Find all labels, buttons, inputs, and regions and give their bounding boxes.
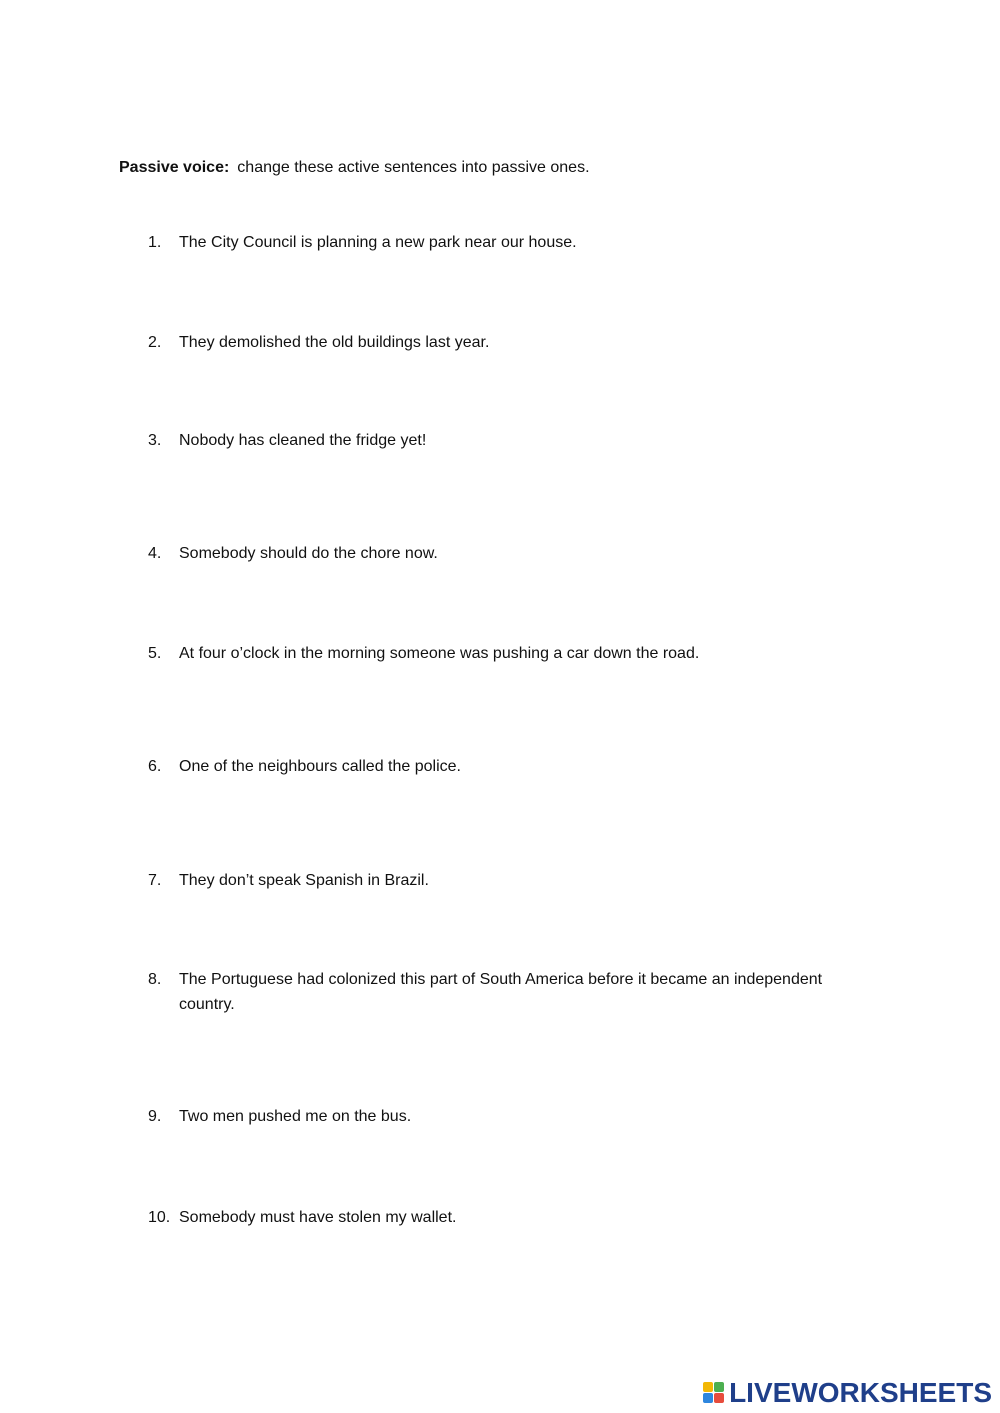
logo-square — [703, 1382, 713, 1392]
item-sentence: Somebody must have stolen my wallet. — [179, 1209, 457, 1226]
list-item — [148, 967, 868, 1017]
list-item — [148, 1104, 868, 1129]
list-item — [148, 230, 868, 255]
item-number: 7. — [148, 872, 162, 889]
item-sentence: They demolished the old buildings last year. — [179, 334, 490, 351]
item-sentence: The City Council is planning a new park near our house. — [179, 234, 577, 251]
logo-text: LIVEWORKSHEETS — [729, 1377, 992, 1408]
item-sentence: Somebody should do the chore now. — [179, 545, 438, 562]
list-item — [148, 641, 868, 666]
list-item — [148, 1205, 868, 1230]
instruction-label: Passive voice: — [119, 159, 230, 176]
liveworksheets-logo-icon — [703, 1382, 725, 1404]
instruction-line — [119, 157, 590, 179]
item-sentence: Nobody has cleaned the fridge yet! — [179, 432, 427, 449]
logo-square — [703, 1393, 713, 1403]
item-number: 8. — [148, 971, 162, 988]
list-item — [148, 754, 868, 779]
list-item — [148, 541, 868, 566]
logo-square — [714, 1393, 724, 1403]
list-item — [148, 330, 868, 355]
item-sentence: One of the neighbours called the police. — [179, 758, 461, 775]
logo-square — [714, 1382, 724, 1392]
item-sentence: Two men pushed me on the bus. — [179, 1108, 412, 1125]
item-number: 4. — [148, 545, 162, 562]
item-sentence: The Portuguese had colonized this part of South America before it became an independent country. — [179, 971, 823, 1013]
item-number: 9. — [148, 1108, 162, 1125]
item-number: 5. — [148, 645, 162, 662]
item-number: 1. — [148, 234, 162, 251]
list-item — [148, 428, 868, 453]
item-number: 2. — [148, 334, 162, 351]
item-sentence: They don’t speak Spanish in Brazil. — [179, 872, 429, 889]
liveworksheets-watermark — [703, 1377, 992, 1409]
item-number: 6. — [148, 758, 162, 775]
instruction-text: change these active sentences into passive ones. — [237, 159, 590, 176]
list-item — [148, 868, 868, 893]
item-number: 10. — [148, 1209, 171, 1226]
item-number: 3. — [148, 432, 162, 449]
item-sentence: At four o’clock in the morning someone was pushing a car down the road. — [179, 645, 700, 662]
